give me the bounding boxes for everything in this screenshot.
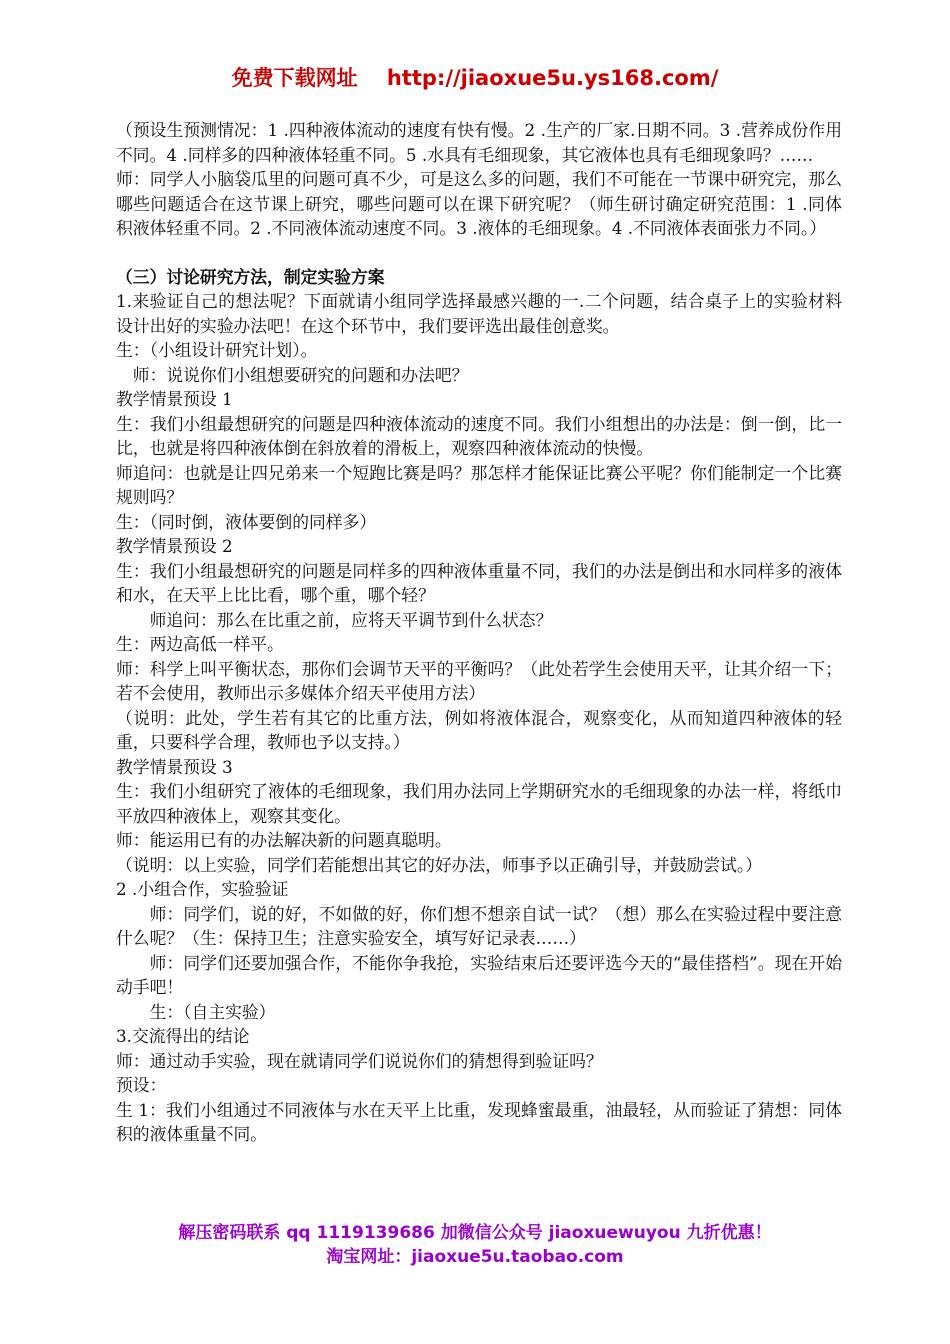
- paragraph-student: 生：两边高低一样平。: [116, 634, 284, 654]
- paragraph-step-2: 2 .小组合作，实验验证: [116, 879, 289, 899]
- paragraph-note: （说明：以上实验，同学们若能想出其它的好办法，师事予以正确引导，并鼓励尝试。）: [116, 854, 763, 875]
- paragraph-student: 生：我们小组最想研究的问题是同样多的四种液体重量不同，我们的办法是倒出和水同样多的液体和水，在天平上比比看，哪个重，哪个轻？: [116, 560, 842, 605]
- paragraph-student: 生：（小组设计研究计划）。: [116, 340, 318, 360]
- taobao-url-footer: 淘宝网址：jiaoxue5u.taobao.com: [326, 1247, 624, 1267]
- download-url-header: 免费下载网址 http://jiaoxue5u.ys168.com/: [231, 66, 719, 90]
- paragraph-student: 生：我们小组最想研究的问题是四种液体流动的速度不同。我们小组想出的办法是：倒一倒，比一比，也就是将四种液体倒在斜放着的滑板上，观察四种液体流动的快慢。: [116, 413, 842, 458]
- paragraph-teacher: 师：科学上叫平衡状态，那你们会调节天平的平衡吗？（此处若学生会使用天平，让其介绍一下；若不会使用，教师出示多媒体介绍天平使用方法）: [116, 658, 842, 703]
- paragraph-step-3: 3.交流得出的结论: [116, 1026, 250, 1046]
- paragraph-student-1: 生 1：我们小组通过不同液体与水在天平上比重，发现蜂蜜最重，油最轻，从而验证了猜想：同体积的液体重量不同。: [116, 1099, 842, 1144]
- paragraph-teacher: 师：同学们还要加强合作，不能你争我抢，实验结束后还要评选今天的“最佳搭档”。现在开始动手吧！: [116, 952, 842, 997]
- paragraph-teacher-research-scope: 师：同学人小脑袋瓜里的问题可真不少，可是这么多的问题，我们不可能在一节课中研究完，那么哪些问题适合在这节课上研究，哪些问题可以在课下研究呢？（师生研讨确定研究范围：1 .同体积液体轻重不同。2 .不同液体流动速度不同。3 .液体的毛细现象。4 .不同液体表面张力不同。）: [116, 169, 842, 238]
- paragraph-teacher: 师：同学们，说的好，不如做的好，你们想不想亲自试一试？（想）那么在实验过程中要注意什么呢？（生：保持卫生；注意实验安全，填写好记录表……）: [116, 903, 842, 948]
- paragraph-step-1: 1.来验证自己的想法呢？下面就请小组同学选择最感兴趣的一.二个问题，结合桌子上的实验材料设计出好的实验办法吧！在这个环节中，我们要评选出最佳创意奖。: [116, 291, 842, 336]
- paragraph-teacher: 师：通过动手实验，现在就请同学们说说你们的猜想得到验证吗？: [116, 1050, 603, 1071]
- scenario-heading-3: 教学情景预设 3: [116, 756, 233, 777]
- scenario-heading-2: 教学情景预设 2: [116, 536, 233, 556]
- paragraph-teacher: 师：能运用已有的办法解决新的问题真聪明。: [116, 830, 452, 850]
- section-heading: （三）讨论研究方法，制定实验方案: [116, 266, 385, 287]
- paragraph-teacher-followup: 师追问：那么在比重之前，应将天平调节到什么状态？: [149, 609, 553, 630]
- paragraph-student: 生：（自主实验）: [149, 1001, 276, 1022]
- paragraph-teacher-followup: 师追问：也就是让四兄弟来一个短跑比赛是吗？那怎样才能保证比赛公平呢？你们能制定一个比赛规则吗？: [116, 462, 842, 507]
- paragraph-student: 生：（同时倒，液体要倒的同样多）: [116, 511, 377, 532]
- document-body: [116, 118, 842, 1147]
- paragraph-note: （说明：此处，学生若有其它的比重方法，例如将液体混合，观察变化，从而知道四种液体的轻重，只要科学合理，教师也予以支持。）: [116, 707, 842, 752]
- scenario-heading-1: 教学情景预设 1: [116, 389, 233, 409]
- paragraph-prediction: （预设生预测情况：1 .四种液体流动的速度有快有慢。2 .生产的厂家.日期不同。3 .营养成份作用不同。4 .同样多的四种液体轻重不同。5 .水具有毛细现象，其它液体也具有毛细现象吗？……: [116, 120, 842, 165]
- paragraph-student: 生：我们小组研究了液体的毛细现象，我们用办法同上学期研究水的毛细现象的办法一样，将纸巾平放四种液体上，观察其变化。: [116, 781, 842, 826]
- paragraph-teacher: 师：说说你们小组想要研究的问题和办法吧？: [132, 364, 469, 385]
- password-contact-footer: 解压密码联系 qq 1119139686 加微信公众号 jiaoxuewuyou 九折优惠！: [178, 1223, 772, 1243]
- paragraph-preset: 预设：: [116, 1075, 167, 1095]
